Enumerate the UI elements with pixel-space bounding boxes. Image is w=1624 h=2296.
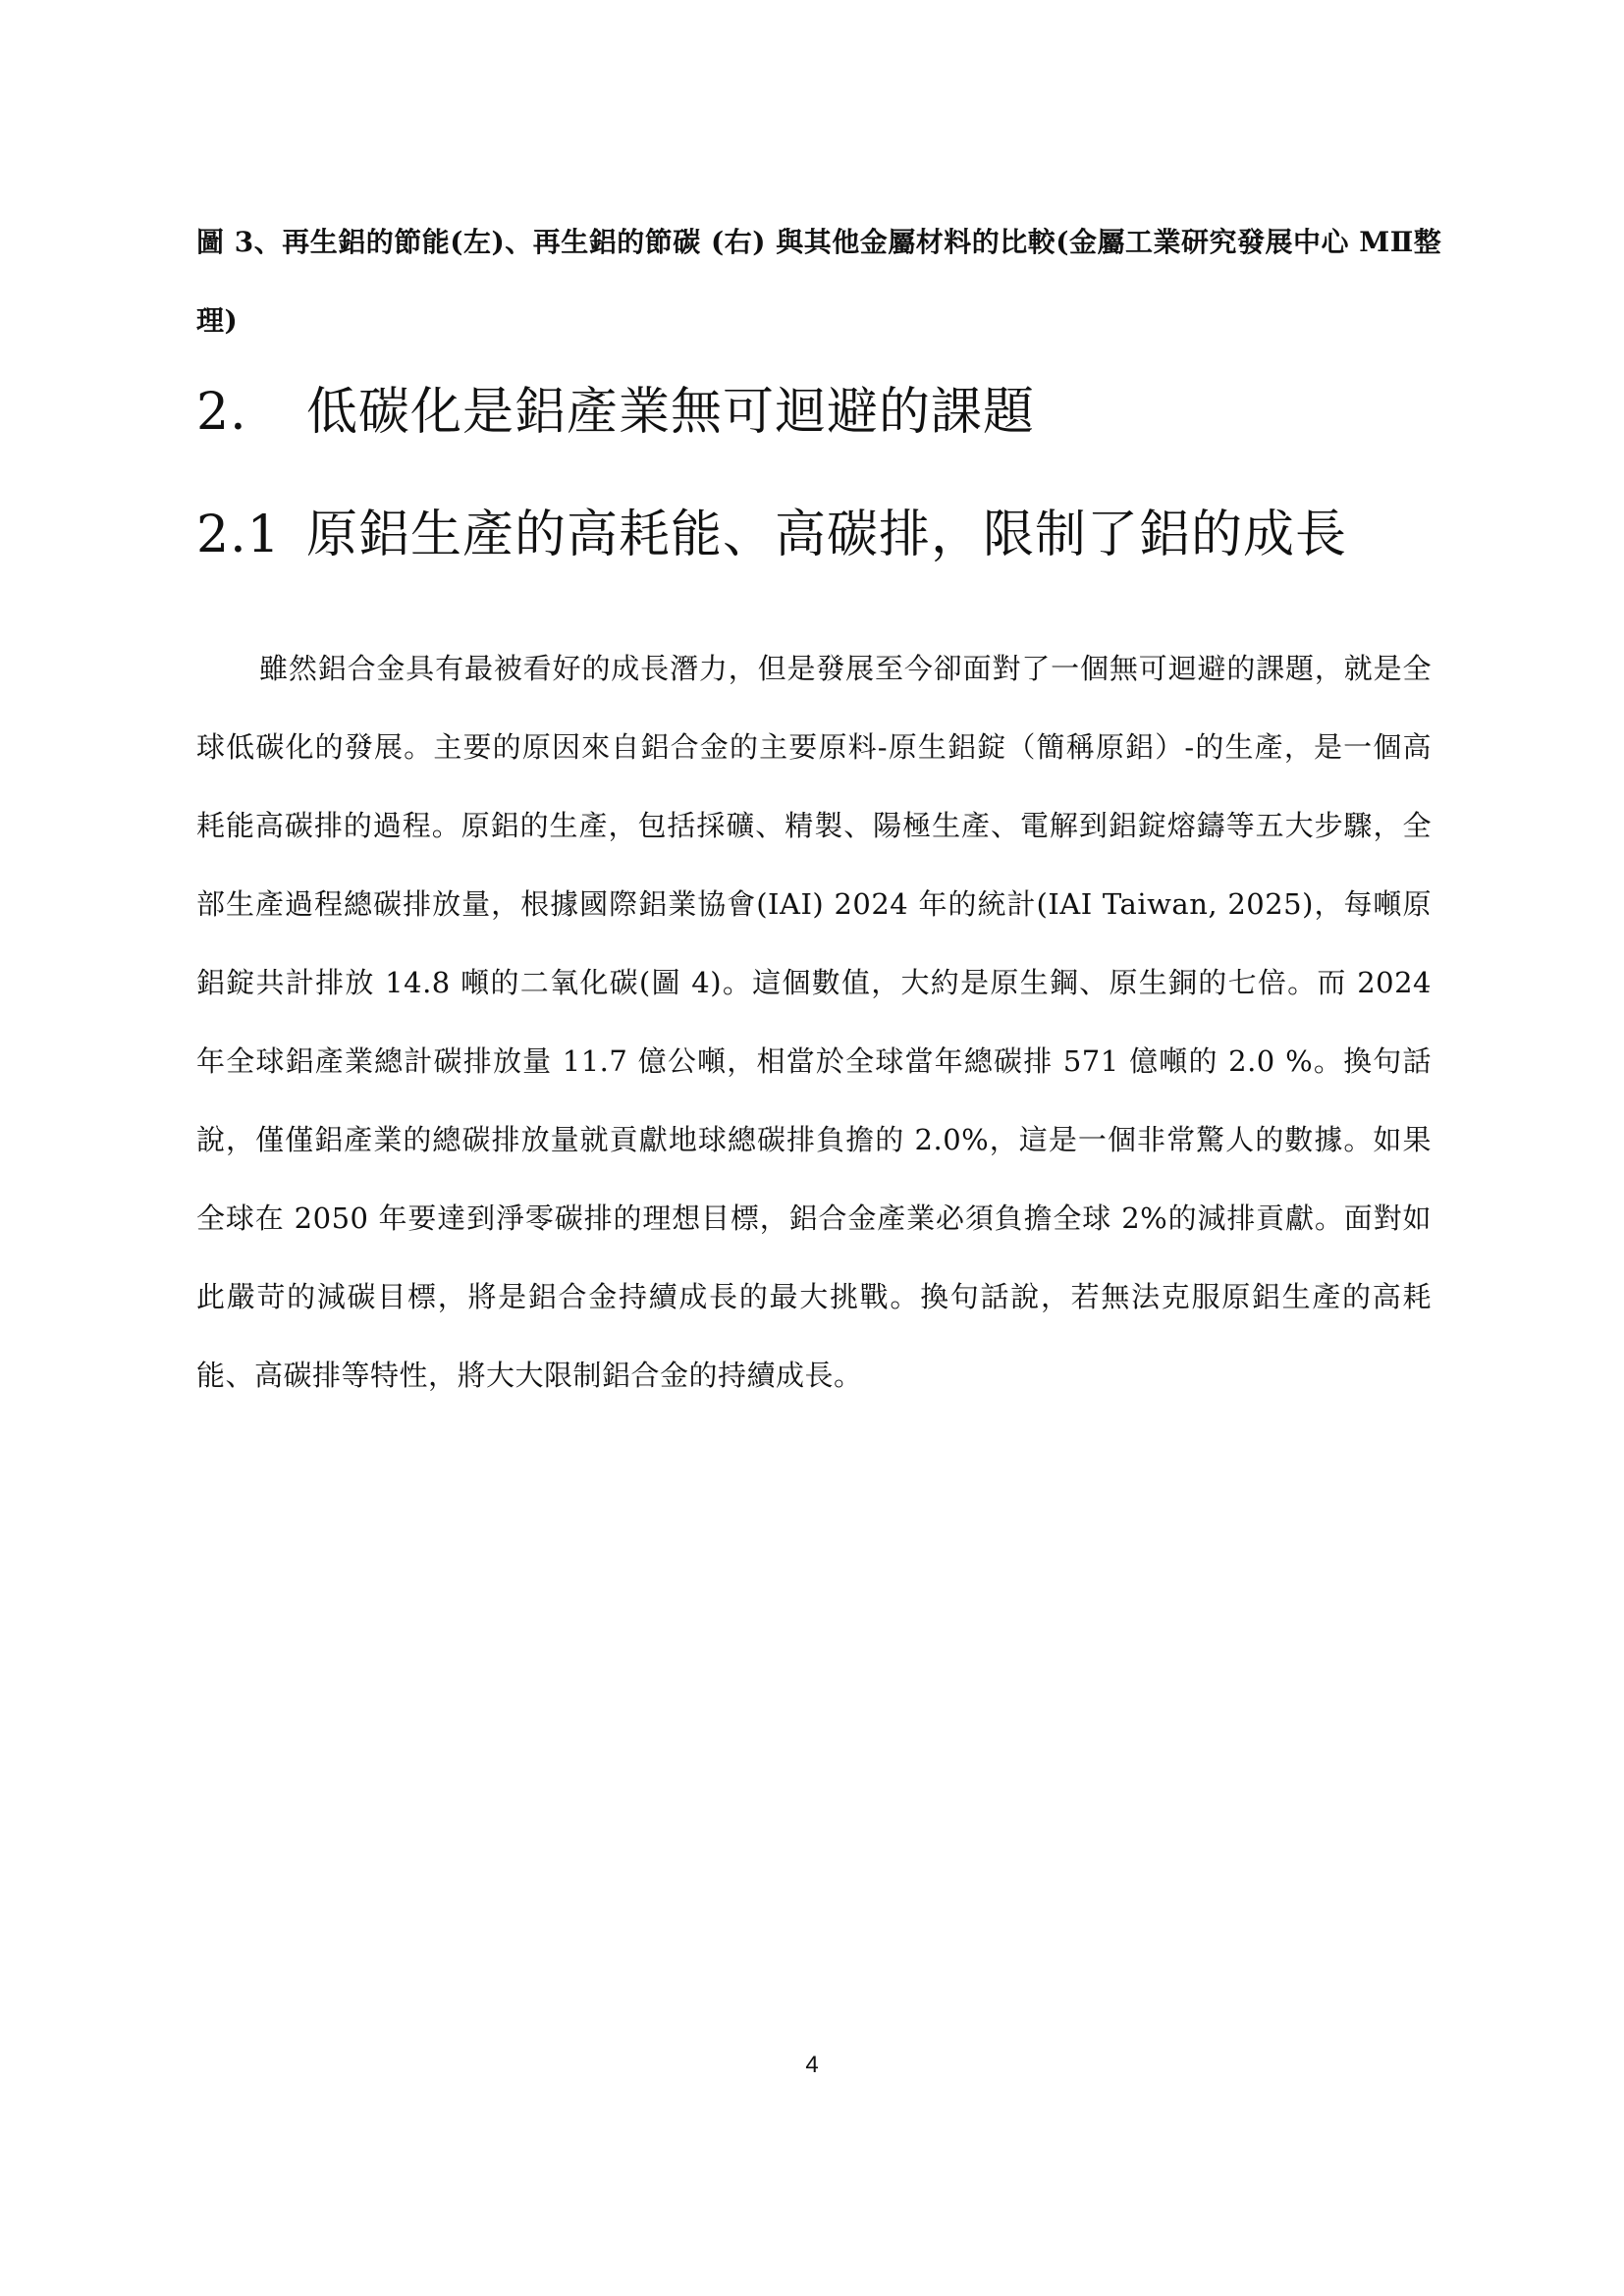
subsection-title: 原鋁生產的高耗能、高碳排，限制了鋁的成長	[306, 506, 1348, 564]
figure-caption: 圖 3、再生鋁的節能(左)、再生鋁的節碳 (右) 與其他金屬材料的比較(金屬工業研究發展中心 MⅡ整理)	[196, 226, 1442, 337]
section-number: 2.	[196, 383, 247, 442]
subsection-number: 2.1	[196, 506, 281, 564]
section-heading	[196, 378, 1035, 447]
page-number: 4	[805, 2052, 819, 2078]
section-title: 低碳化是鋁產業無可迴避的課題	[306, 383, 1036, 442]
subsection-heading	[196, 501, 1347, 569]
body-paragraph: 雖然鋁合金具有最被看好的成長潛力，但是發展至今卻面對了一個無可迴避的課題，就是全球低碳化的發展。主要的原因來自鋁合金的主要原料-原生鋁錠（簡稱原鋁）-的生產，是一個高耗能高碳排的過程。原鋁的生產，包括採礦、精製、陽極生產、電解到鋁錠熔鑄等五大步驟，全部生產過程總碳排放量，根據國際鋁業協會(IAI) 2024 年的統計(IAI Taiwan, 2025)，每噸原鋁錠共計排放 14.8 噸的二氧化碳(圖 4)。這個數值，大約是原生鋼、原生銅的七倍。而 2024 年全球鋁產業總計碳排放量 11.7 億公噸，相當於全球當年總碳排 571 億噸的 2.0 %。換句話說，僅僅鋁產業的總碳排放量就貢獻地球總碳排負擔的 2.0%，這是一個非常驚人的數據。如果全球在 2050 年要達到淨零碳排的理想目標，鋁合金產業必須負擔全球 2%的減排貢獻。面對如此嚴苛的減碳目標，將是鋁合金持續成長的最大挑戰。換句話說，若無法克服原鋁生產的高耗能、高碳排等特性，將大大限制鋁合金的持續成長。	[196, 652, 1432, 1392]
